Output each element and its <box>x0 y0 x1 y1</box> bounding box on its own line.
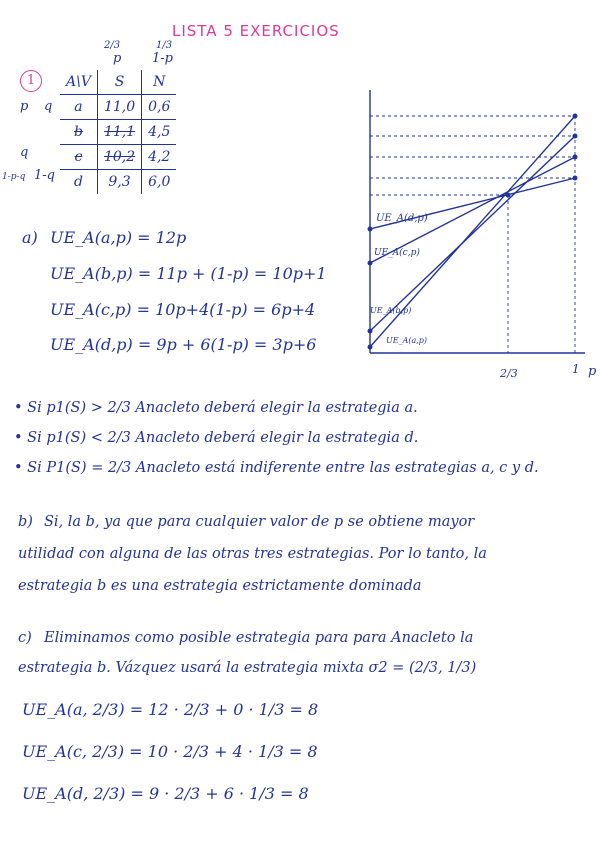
table-row <box>60 145 176 170</box>
tick-label-one: 1 <box>572 362 580 376</box>
strategy-cell: b <box>60 120 97 145</box>
tick-label-two-thirds: 2/3 <box>500 367 518 380</box>
payoff-cell: 10,2 <box>97 145 141 170</box>
row-var-a: q <box>44 99 53 114</box>
bullet-3: • Si P1(S) = 2/3 Anacleto está indiferente entre las estrategias a, c y d. <box>14 460 539 476</box>
bullet-2: • Si p1(S) < 2/3 Anacleto deberá elegir la estrategia d. <box>14 430 419 446</box>
row-prob-a: p <box>20 99 29 114</box>
bullet-3-text: Si P1(S) = 2/3 Anacleto está indiferente entre las estrategias a, c y d. <box>27 460 539 476</box>
part-c-label: c) <box>18 630 32 646</box>
strategy-cell: a <box>60 95 97 120</box>
table-row <box>60 95 176 120</box>
part-b-label: b) <box>18 514 33 530</box>
row-var-d: 1-q <box>34 168 55 183</box>
part-b-line-2: utilidad con alguna de las otras tres estrategias. Por lo tanto, la <box>18 546 487 562</box>
page-title: LISTA 5 EXERCICIOS <box>172 22 340 40</box>
x-axis-label: p <box>588 364 597 379</box>
line-label-b: UE_A(b,p) <box>370 306 412 315</box>
table-header-cell: S <box>97 70 141 95</box>
col-prob-n: 1/3 <box>156 40 173 51</box>
col-prob-s: 2/3 <box>104 40 121 51</box>
payoff-cell: 6,0 <box>142 170 177 195</box>
col-var-s: p <box>113 51 122 66</box>
part-c-eq-1: UE_A(a, 2/3) = 12 · 2/3 + 0 · 1/3 = 8 <box>22 700 319 719</box>
payoff-cell: 4,5 <box>142 120 177 145</box>
payoff-cell: 0,6 <box>142 95 177 120</box>
row-prob-c: q <box>20 145 29 160</box>
table-header-row <box>60 70 176 95</box>
part-c-eq-3: UE_A(d, 2/3) = 9 · 2/3 + 6 · 1/3 = 8 <box>22 784 309 803</box>
bullet-1: • Si p1(S) > 2/3 Anacleto deberá elegir la estrategia a. <box>14 400 418 416</box>
part-a-eq-2: UE_A(b,p) = 11p + (1-p) = 10p+1 <box>50 264 327 283</box>
part-c-line-1: Eliminamos como posible estrategia para para Anacleto la <box>44 630 474 646</box>
payoff-cell: 9,3 <box>97 170 141 195</box>
line-label-c: UE_A(c,p) <box>374 248 420 258</box>
part-b-line-3: estrategia b es una estrategia estrictamente dominada <box>18 578 422 594</box>
part-b-line-1: Si, la b, ya que para cualquier valor de p se obtiene mayor <box>44 514 475 530</box>
line-b <box>370 136 575 331</box>
table-header-cell: A\V <box>60 70 97 95</box>
table-row <box>60 120 176 145</box>
line-label-d: UE_A(d,p) <box>376 213 428 224</box>
part-a-label: a) <box>22 228 38 247</box>
col-var-n: 1-p <box>152 51 173 66</box>
bullet-2-text: Si p1(S) < 2/3 Anacleto deberá elegir la estrategia d. <box>27 430 419 446</box>
payoff-cell: 4,2 <box>142 145 177 170</box>
part-a-eq-3: UE_A(c,p) = 10p+4(1-p) = 6p+4 <box>50 300 316 319</box>
part-a-eq-1: UE_A(a,p) = 12p <box>50 228 187 247</box>
row-prob-d: 1-p-q <box>2 172 26 182</box>
payoff-cell: 11,1 <box>97 120 141 145</box>
strategy-cell: d <box>73 174 83 190</box>
problem-number: 1 <box>20 70 42 92</box>
bullet-1-text: Si p1(S) > 2/3 Anacleto deberá elegir la estrategia a. <box>27 400 418 416</box>
part-c-eq-2: UE_A(c, 2/3) = 10 · 2/3 + 4 · 1/3 = 8 <box>22 742 318 761</box>
part-a-eq-4: UE_A(d,p) = 9p + 6(1-p) = 3p+6 <box>50 335 317 354</box>
part-c-line-2: estrategia b. Vázquez usará la estrategia mixta σ2 = (2/3, 1/3) <box>18 660 477 676</box>
table-header-cell: N <box>142 70 177 95</box>
payoff-table <box>60 70 176 194</box>
table-row <box>60 170 176 195</box>
payoff-cell: 11,0 <box>97 95 141 120</box>
line-label-a: UE_A(a,p) <box>386 336 428 345</box>
strategy-cell: c <box>60 145 97 170</box>
utility-graph <box>340 85 595 390</box>
